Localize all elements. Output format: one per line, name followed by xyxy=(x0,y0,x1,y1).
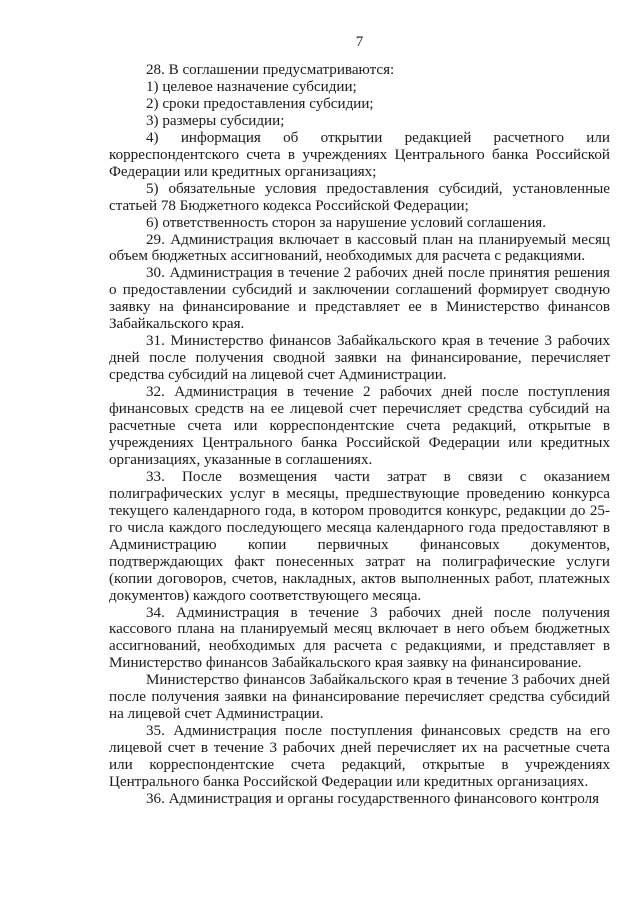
paragraph: 2) сроки предоставления субсидии; xyxy=(146,95,374,112)
paragraph: 33. После возмещения части затрат в связи с оказанием полиграфических услуг в месяцы, предшествующие проведению конкурса текущего календарного года, в котором проводится конкурс, редакции до 25-го числа каждого последующего месяца календарного года предоставляют в Администрацию копии первичных финансовых документов, подтверждающих факт понесенных затрат на полиграфические услуги (копии договоров, счетов, накладных, актов выполненных работ, платежных документов) каждого соответствующего месяца. xyxy=(109,468,610,604)
paragraph: 4) информация об открытии редакцией расчетного или корреспондентского счета в учреждениях Центрального банка Российской Федерации или кредитных организациях; xyxy=(109,129,610,180)
document-body xyxy=(109,62,610,808)
page-number: 7 xyxy=(355,34,364,50)
paragraph: 32. Администрация в течение 2 рабочих дней после поступления финансовых средств на ее лицевой счет перечисляет средства субсидий на расчетные счета или корреспондентские счета редакций, открытые в учреждениях Центрального банка Российской Федерации или кредитных организациях, указанные в соглашениях. xyxy=(109,384,610,468)
paragraph: 3) размеры субсидии; xyxy=(146,112,285,129)
paragraph: 35. Администрация после поступления финансовых средств на его лицевой счет в течение 3 рабочих дней перечисляет их на расчетные счета или корреспондентские счета редакций, открытые в учреждениях Центрального банка Российской Федерации или кредитных организациях. xyxy=(109,723,610,791)
paragraph: 31. Министерство финансов Забайкальского края в течение 3 рабочих дней после получения сводной заявки на финансирование, перечисляет средства субсидий на лицевой счет Администрации. xyxy=(109,333,610,384)
paragraph: 6) ответственность сторон за нарушение условий соглашения. xyxy=(146,214,546,231)
paragraph: 34. Администрация в течение 3 рабочих дней после получения кассового плана на планируемый месяц включает в него объем бюджетных ассигнований, необходимых для расчета с редакциями, и представляет в Министерство финансов Забайкальского края заявку на финансирование. xyxy=(109,604,610,672)
paragraph: Министерство финансов Забайкальского края в течение 3 рабочих дней после получения заявки на финансирование перечисляет средства субсидий на лицевой счет Администрации. xyxy=(109,672,610,723)
paragraph: 29. Администрация включает в кассовый план на планируемый месяц объем бюджетных ассигнований, необходимых для расчета с редакциями. xyxy=(109,231,610,265)
paragraph: 1) целевое назначение субсидии; xyxy=(146,78,357,95)
paragraph: 36. Администрация и органы государственного финансового контроля xyxy=(146,790,600,807)
paragraph: 28. В соглашении предусматриваются: xyxy=(146,62,395,78)
paragraph: 5) обязательные условия предоставления субсидий, установленные статьей 78 Бюджетного кодекса Российской Федерации; xyxy=(109,180,610,214)
paragraph: 30. Администрация в течение 2 рабочих дней после принятия решения о предоставлении субсидий и заключении соглашений формирует сводную заявку на финансирование и представляет ее в Министерство финансов Забайкальского края. xyxy=(109,265,610,333)
